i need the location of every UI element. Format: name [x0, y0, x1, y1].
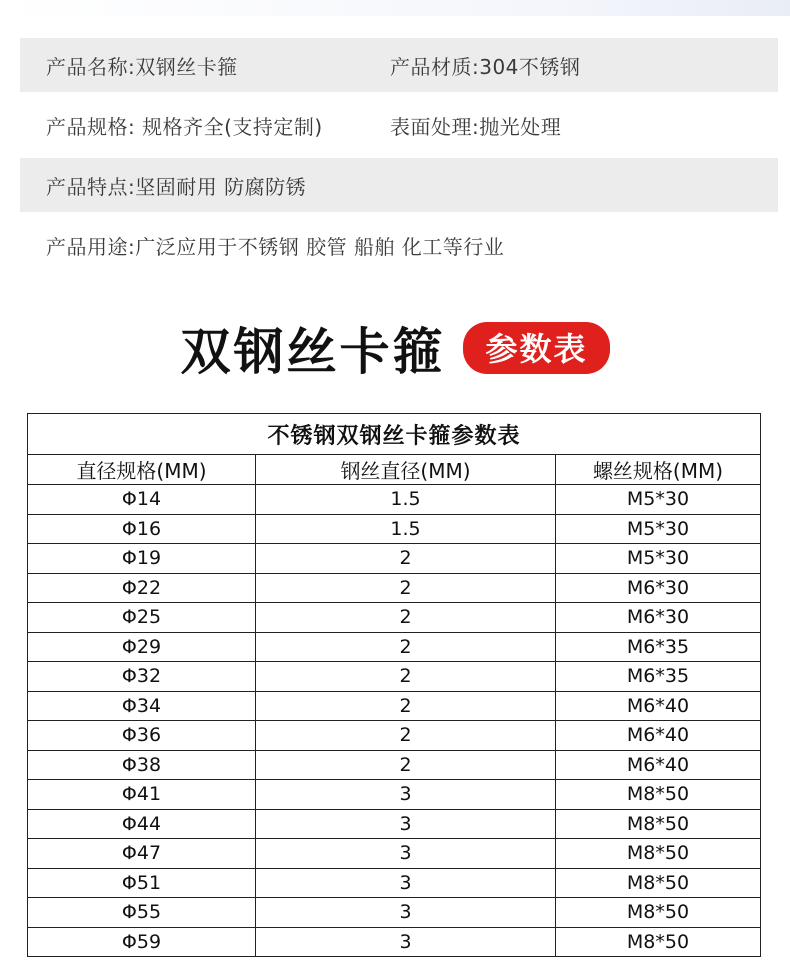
cell-screw-spec: M5*30 [556, 514, 761, 544]
cell-diameter: Φ55 [28, 898, 256, 928]
cell-wire-diameter: 1.5 [256, 514, 556, 544]
header-diameter: 直径规格(MM) [28, 455, 256, 485]
heading-title: 双钢丝卡箍 [180, 323, 446, 381]
section-heading [0, 312, 790, 384]
cell-screw-spec: M5*30 [556, 485, 761, 515]
info-row-name-material [20, 38, 778, 92]
cell-screw-spec: M8*50 [556, 927, 761, 957]
cell-wire-diameter: 3 [256, 927, 556, 957]
cell-diameter: Φ36 [28, 721, 256, 751]
info-row-features [20, 158, 778, 212]
cell-wire-diameter: 2 [256, 544, 556, 574]
table-row [28, 485, 761, 515]
cell-wire-diameter: 3 [256, 780, 556, 810]
cell-screw-spec: M6*35 [556, 662, 761, 692]
top-banner-strip [0, 0, 790, 16]
table-row [28, 632, 761, 662]
cell-wire-diameter: 2 [256, 603, 556, 633]
cell-screw-spec: M6*30 [556, 603, 761, 633]
product-features: 产品特点:坚固耐用 防腐防锈 [46, 174, 307, 199]
cell-wire-diameter: 2 [256, 573, 556, 603]
cell-wire-diameter: 2 [256, 750, 556, 780]
cell-wire-diameter: 3 [256, 839, 556, 869]
table-row [28, 603, 761, 633]
cell-wire-diameter: 3 [256, 868, 556, 898]
header-screw-spec: 螺丝规格(MM) [556, 455, 761, 485]
info-row-spec-surface [20, 98, 778, 152]
product-usage: 产品用途:广泛应用于不锈钢 胶管 船舶 化工等行业 [46, 234, 505, 259]
cell-wire-diameter: 3 [256, 809, 556, 839]
header-wire-diameter: 钢丝直径(MM) [256, 455, 556, 485]
cell-diameter: Φ47 [28, 839, 256, 869]
cell-diameter: Φ16 [28, 514, 256, 544]
table-row [28, 868, 761, 898]
table-row [28, 573, 761, 603]
cell-diameter: Φ34 [28, 691, 256, 721]
table-row [28, 662, 761, 692]
table-row [28, 514, 761, 544]
cell-diameter: Φ44 [28, 809, 256, 839]
product-surface: 表面处理:抛光处理 [390, 114, 562, 139]
cell-diameter: Φ59 [28, 927, 256, 957]
table-row [28, 839, 761, 869]
cell-wire-diameter: 2 [256, 691, 556, 721]
cell-screw-spec: M8*50 [556, 839, 761, 869]
cell-screw-spec: M6*30 [556, 573, 761, 603]
table-row [28, 780, 761, 810]
cell-diameter: Φ32 [28, 662, 256, 692]
cell-diameter: Φ14 [28, 485, 256, 515]
cell-screw-spec: M6*40 [556, 691, 761, 721]
cell-diameter: Φ38 [28, 750, 256, 780]
product-info-block [20, 38, 778, 278]
parameter-table [27, 413, 761, 957]
cell-screw-spec: M8*50 [556, 868, 761, 898]
cell-screw-spec: M6*40 [556, 750, 761, 780]
product-spec: 产品规格: 规格齐全(支持定制) [46, 114, 323, 139]
product-material: 产品材质:304不锈钢 [390, 54, 581, 79]
table-row [28, 721, 761, 751]
cell-wire-diameter: 2 [256, 662, 556, 692]
cell-screw-spec: M8*50 [556, 780, 761, 810]
table-row [28, 927, 761, 957]
cell-diameter: Φ29 [28, 632, 256, 662]
table-row [28, 544, 761, 574]
cell-diameter: Φ41 [28, 780, 256, 810]
cell-wire-diameter: 2 [256, 721, 556, 751]
cell-diameter: Φ25 [28, 603, 256, 633]
cell-screw-spec: M6*35 [556, 632, 761, 662]
table-row [28, 691, 761, 721]
info-row-usage [20, 218, 778, 272]
cell-screw-spec: M8*50 [556, 809, 761, 839]
product-name: 产品名称:双钢丝卡箍 [46, 54, 238, 79]
table-row [28, 809, 761, 839]
cell-wire-diameter: 2 [256, 632, 556, 662]
cell-screw-spec: M8*50 [556, 898, 761, 928]
cell-screw-spec: M6*40 [556, 721, 761, 751]
cell-screw-spec: M5*30 [556, 544, 761, 574]
cell-wire-diameter: 1.5 [256, 485, 556, 515]
cell-diameter: Φ19 [28, 544, 256, 574]
table-row [28, 750, 761, 780]
cell-wire-diameter: 3 [256, 898, 556, 928]
cell-diameter: Φ51 [28, 868, 256, 898]
table-caption: 不锈钢双钢丝卡箍参数表 [28, 414, 761, 455]
table-row [28, 898, 761, 928]
cell-diameter: Φ22 [28, 573, 256, 603]
table-header-row [28, 455, 761, 485]
heading-badge: 参数表 [463, 322, 609, 374]
